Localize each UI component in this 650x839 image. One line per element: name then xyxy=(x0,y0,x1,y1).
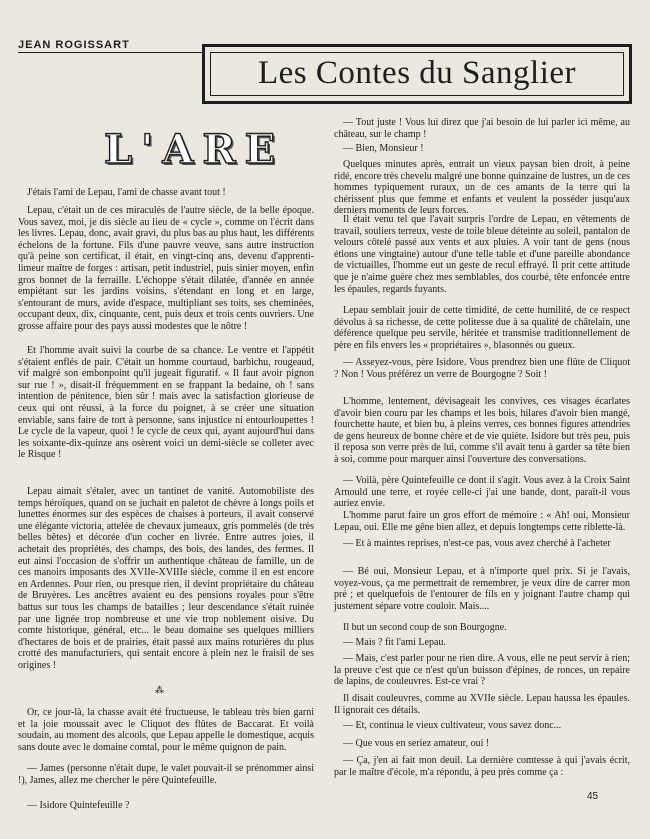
paragraph: Il disait couleuvres, comme au XVIIe siècle. Lepau haussa les épaules. Il ignorait ces détails. xyxy=(334,693,630,716)
paragraph: — Bien, Monsieur ! xyxy=(343,143,424,154)
paragraph: Quelques minutes après, entrait un vieux paysan bien droit, à peine ridé, encore très chevelu malgré une bonne quinzaine de lustres, un de ces hommes typiquement ruraux, un de ces amants de la terre qui la chérissent plus que femme et enfants et veulent la posséder jusqu'aux derniers moments de leurs forces. xyxy=(334,159,630,217)
paragraph: — Ça, j'en ai fait mon deuil. La dernière comtesse à qui j'avais écrit, par le maître d'école, m'a répondu, à peu près comme ça : xyxy=(334,755,630,778)
section-ornament: ⁂ xyxy=(155,685,163,695)
paragraph: Lepau, c'était un de ces miraculés de l'autre siècle, de la belle époque. Vous savez, moi, je dis siècle au lieu de « cycle », comme on l'écrit dans les livres. Lepau, donc, avait gravi, du plus bas au plus haut, les différents échelons de la fortune. Fils d'une pauvre veuve, sans autre instruction qu'à peine son certificat, il était, en vingt-cinq ans, devenu d'apprenti-limeur maître de forges : artisan, petit industriel, puis sinier moyen, enfin gros bonnet de la ferraille. L'échoppe s'était dilatée, d'année en année empiétant sur les jardins voisins, s'étendant en long et en large, s'entourant de murs, avide d'espace, multipliant ses toits, ses cheminées, occupant deux, dix, cinquante, cent, puis deux et trois cents ouvriers. Une grosse affaire pour des pays aussi modestes que le nôtre ! xyxy=(18,205,314,332)
paragraph: — Tout juste ! Vous lui direz que j'ai besoin de lui parler ici même, au château, sur le champ ! xyxy=(334,117,630,140)
paragraph: — Asseyez-vous, père Isidore. Vous prendrez bien une flûte de Cliquot ? Non ! Vous préférez un verre de Bourgogne ? Soit ! xyxy=(334,357,630,380)
paragraph: — James (personne n'était dupe, le valet pouvait-il se prénommer ainsi !), James, allez me chercher le père Quintefeuille. xyxy=(18,763,314,786)
story-title: L'ARE xyxy=(104,126,285,173)
header-rule xyxy=(18,52,202,53)
paragraph: L'homme, lentement, dévisageait les convives, ces visages écarlates d'avoir bien couru par les champs et les bois, hilares d'avoir bien mangé, fourchette haute, et bien bu, à pleins verres, ces bonnes figures attendries de gens heureux de bonne chère et de vie quiète. Isidore but très peu, puis il reposa son verre près de lui, comme s'il avait tenu à garder sa tête bien à soi, comme pour marquer ainsi l'ouverture des conversations. xyxy=(334,396,630,465)
paragraph: Lepau semblait jouir de cette timidité, de cette humilité, de ce respect dévolus à sa richesse, de cette politesse due à sa qualité de châtelain, une déférence quelque peu servile, héritée et transmise traditionnellement de père en fils envers les « propriétaires », blasonnés ou gueux. xyxy=(334,305,630,351)
paragraph: Lepau aimait s'étaler, avec un tantinet de vanité. Automobiliste des temps héroïques, quand on se juchait en paletot de chèvre à longs poils et lunettes énormes sur des espèces de chaises à porteurs, il avait conservé une élégante victoria, attelée de chevaux jumeaux, gris pommelés (de très belles bêtes) et décorée d'un cocher en livrée. Entre autres joies, il achetait des propriétés, des champs, des bois, des landes, des fermes. Il eut ainsi l'occasion de s'offrir un authentique château de famille, un de ces manoirs imposants des XVIIe-XVIIIe siècle, comme il en est encore en Ardennes. Pour rien, ou presque rien, il devint propriétaire du château de Bruyères. Les ancêtres avaient eu des pensions royales pour s'être battus sur tous les champs de batailles ; leur descendance s'était ruinée par une lignée trop nombreuse et une vie trop noblement oisive. Du comte historique, général, etc... le beau domaine ses quelques milliers d'hectares de bois et de prairies, était passé aux mains roturières du plus crotté des manufacturiers, qui sentait encore à plein nez le fraisil de ses origines ! xyxy=(18,486,314,671)
paragraph: Il but un second coup de son Bourgogne. xyxy=(343,622,507,633)
series-title-box xyxy=(202,44,632,104)
paragraph: — Mais, c'est parler pour ne rien dire. A vous, elle ne peut servir à rien; la preuve c'est que ce n'est qu'un buisson d'épines, de ronces, un repaire de lapins, de couleuvres. Est-ce vrai ? xyxy=(334,653,630,688)
paragraph: Or, ce jour-là, la chasse avait été fructueuse, le tableau très bien garni et la joie moussait avec le Cliquot des flûtes de Baccarat. Et voilà soudain, au moment des alcools, que Lepau appelle le domestique, acquis sans doute avec le domaine comtal, pour le même quignon de pain. xyxy=(18,707,314,753)
paragraph: — Que vous en seriez amateur, oui ! xyxy=(343,738,490,749)
paragraph: — Mais ? fit l'ami Lepau. xyxy=(343,637,446,648)
paragraph: J'étais l'ami de Lepau, l'ami de chasse avant tout ! xyxy=(27,187,226,198)
paragraph: — Bé oui, Monsieur Lepau, et à n'importe quel prix. Si je l'avais, voyez-vous, ça me permettrait de remembrer, je veux dire de carrer mon pré ; et quelquefois de l'entourer de fils en y joignant l'autre champ qui justement sépare votre couloir. Mais.... xyxy=(334,566,630,612)
paragraph: — Et, continua le vieux cultivateur, vous savez donc... xyxy=(343,720,562,731)
paragraph: L'homme parut faire un gros effort de mémoire : « Ah! oui, Monsieur Lepau, oui. Elle me gêne bien allez, et depuis longtemps cette riblette-là. xyxy=(334,510,630,533)
paragraph: Il était venu tel que l'avait surpris l'ordre de Lepau, en vêtements de travail, souliers terreux, veste de toile bleue déteinte au soleil, pantalon de velours côtelé passé aux vents et aux pluies. A voir tant de gens (nous étions une vingtaine) autour d'une telle table et d'une pareille abondance de victuailles, l'homme eut un geste de recul effrayé. Il prit cette attitude que je n'aime guère chez mes semblables, dos courbé, tête enfoncée entre les épaules, regards fuyants. xyxy=(334,214,631,295)
page-number: 45 xyxy=(587,791,599,802)
paragraph: — Voilà, père Quintefeuille ce dont il s'agit. Vous avez à la Croix Saint Arnould une terre, et royée celle-ci j'ai une bande, dont, paraît-il vous auriez envie. xyxy=(334,475,630,510)
series-title: Les Contes du Sanglier xyxy=(257,55,577,91)
paragraph: — Isidore Quintefeuille ? xyxy=(27,800,130,811)
author-name: JEAN ROGISSART xyxy=(18,39,130,51)
paragraph: Et l'homme avait suivi la courbe de sa chance. Le ventre et l'appétit s'étaient enflés de pair. C'était un homme courtaud, barbichu, rougeaud, vif malgré son embonpoint qu'il jugeait figuratif. « Il faut avoir pignon sur rue ! », disait-il fréquemment en se frappant la bedaine, oh ! sans intention de pénitence, bien sûr ! mais avec la satisfaction glorieuse de ceux qui ont réussi, à la force du poignet, à se créer une situation enviable, sans faire de tort à personne, sans injustice ni entourloupettes ! Le cycle de la vapeur, quoi ! le cycle de ceux qui, ayant aujourd'hui dans les soixante-dix-quinze ans osèrent voici un demi-siècle se colleter avec le Risque ! xyxy=(18,345,314,461)
paragraph: — Et à maintes reprises, n'est-ce pas, vous avez cherché à l'acheter xyxy=(343,538,611,549)
